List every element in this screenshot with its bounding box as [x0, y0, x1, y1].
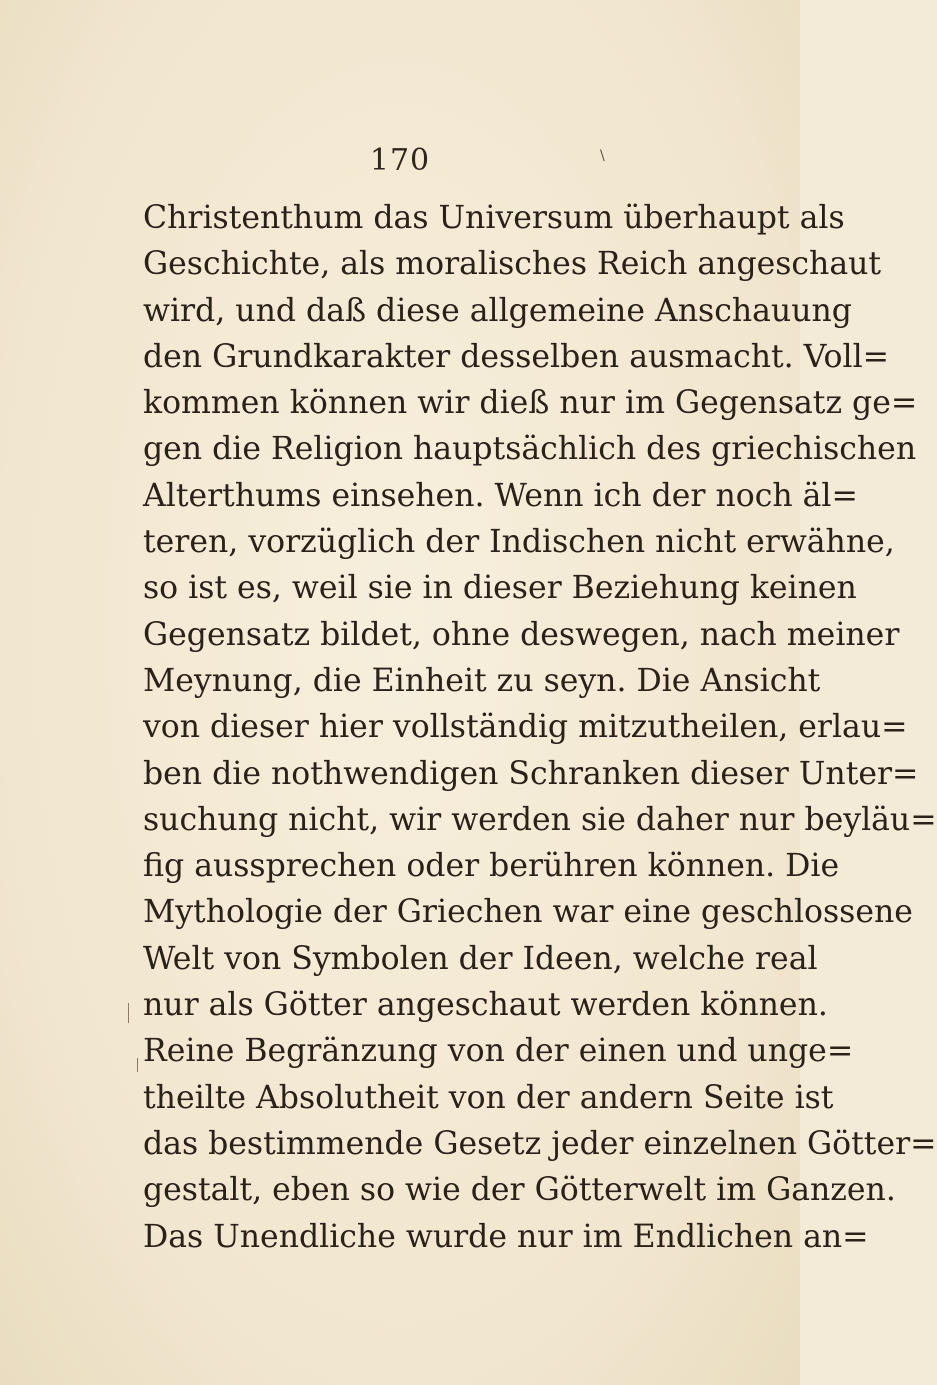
text-line: Geschichte, als moralisches Reich angeschaut [143, 246, 882, 283]
text-line: nur als Götter angeschaut werden können. [143, 987, 828, 1024]
margin-mark [137, 1058, 138, 1072]
text-line: den Grundkarakter desselben ausmacht. Voll= [143, 338, 890, 375]
text-line: wird, und daß diese allgemeine Anschauung [143, 292, 852, 329]
text-line: Meynung, die Einheit zu seyn. Die Ansicht [143, 662, 821, 699]
text-line: gestalt, eben so wie der Götterwelt im Ganzen. [143, 1172, 896, 1209]
text-line: Christenthum das Universum überhaupt als [143, 200, 845, 236]
body-text [143, 195, 937, 1260]
text-line: so ist es, weil sie in dieser Beziehung keinen [143, 570, 857, 607]
text-line: von dieser hier vollständig mitzutheilen, erlau= [143, 709, 908, 746]
margin-mark [128, 1003, 129, 1023]
text-line: gen die Religion hauptsächlich des griechischen [143, 431, 917, 468]
text-line: theilte Absolutheit von der andern Seite ist [143, 1079, 834, 1116]
text-line: fig aussprechen oder berühren können. Die [143, 848, 840, 885]
page-number: 170 [369, 143, 431, 178]
text-line: Gegensatz bildet, ohne deswegen, nach meiner [143, 616, 900, 653]
text-line: Welt von Symbolen der Ideen, welche real [143, 940, 818, 977]
text-line: teren, vorzüglich der Indischen nicht erwähne, [143, 524, 895, 561]
tick-mark: \ [600, 148, 605, 164]
text-line: Reine Begränzung von der einen und unge= [143, 1033, 854, 1070]
text-line: ben die nothwendigen Schranken dieser Unter= [143, 755, 919, 792]
text-line: Das Unendliche wurde nur im Endlichen an= [143, 1218, 869, 1255]
text-line: kommen können wir dieß nur im Gegensatz ge= [143, 385, 918, 422]
text-line: Alterthums einsehen. Wenn ich der noch äl= [143, 477, 858, 514]
text-line: suchung nicht, wir werden sie daher nur beyläu= [143, 801, 937, 838]
text-line: Mythologie der Griechen war eine geschlossene [143, 894, 913, 931]
text-line: das bestimmende Gesetz jeder einzelnen Götter= [143, 1125, 937, 1162]
